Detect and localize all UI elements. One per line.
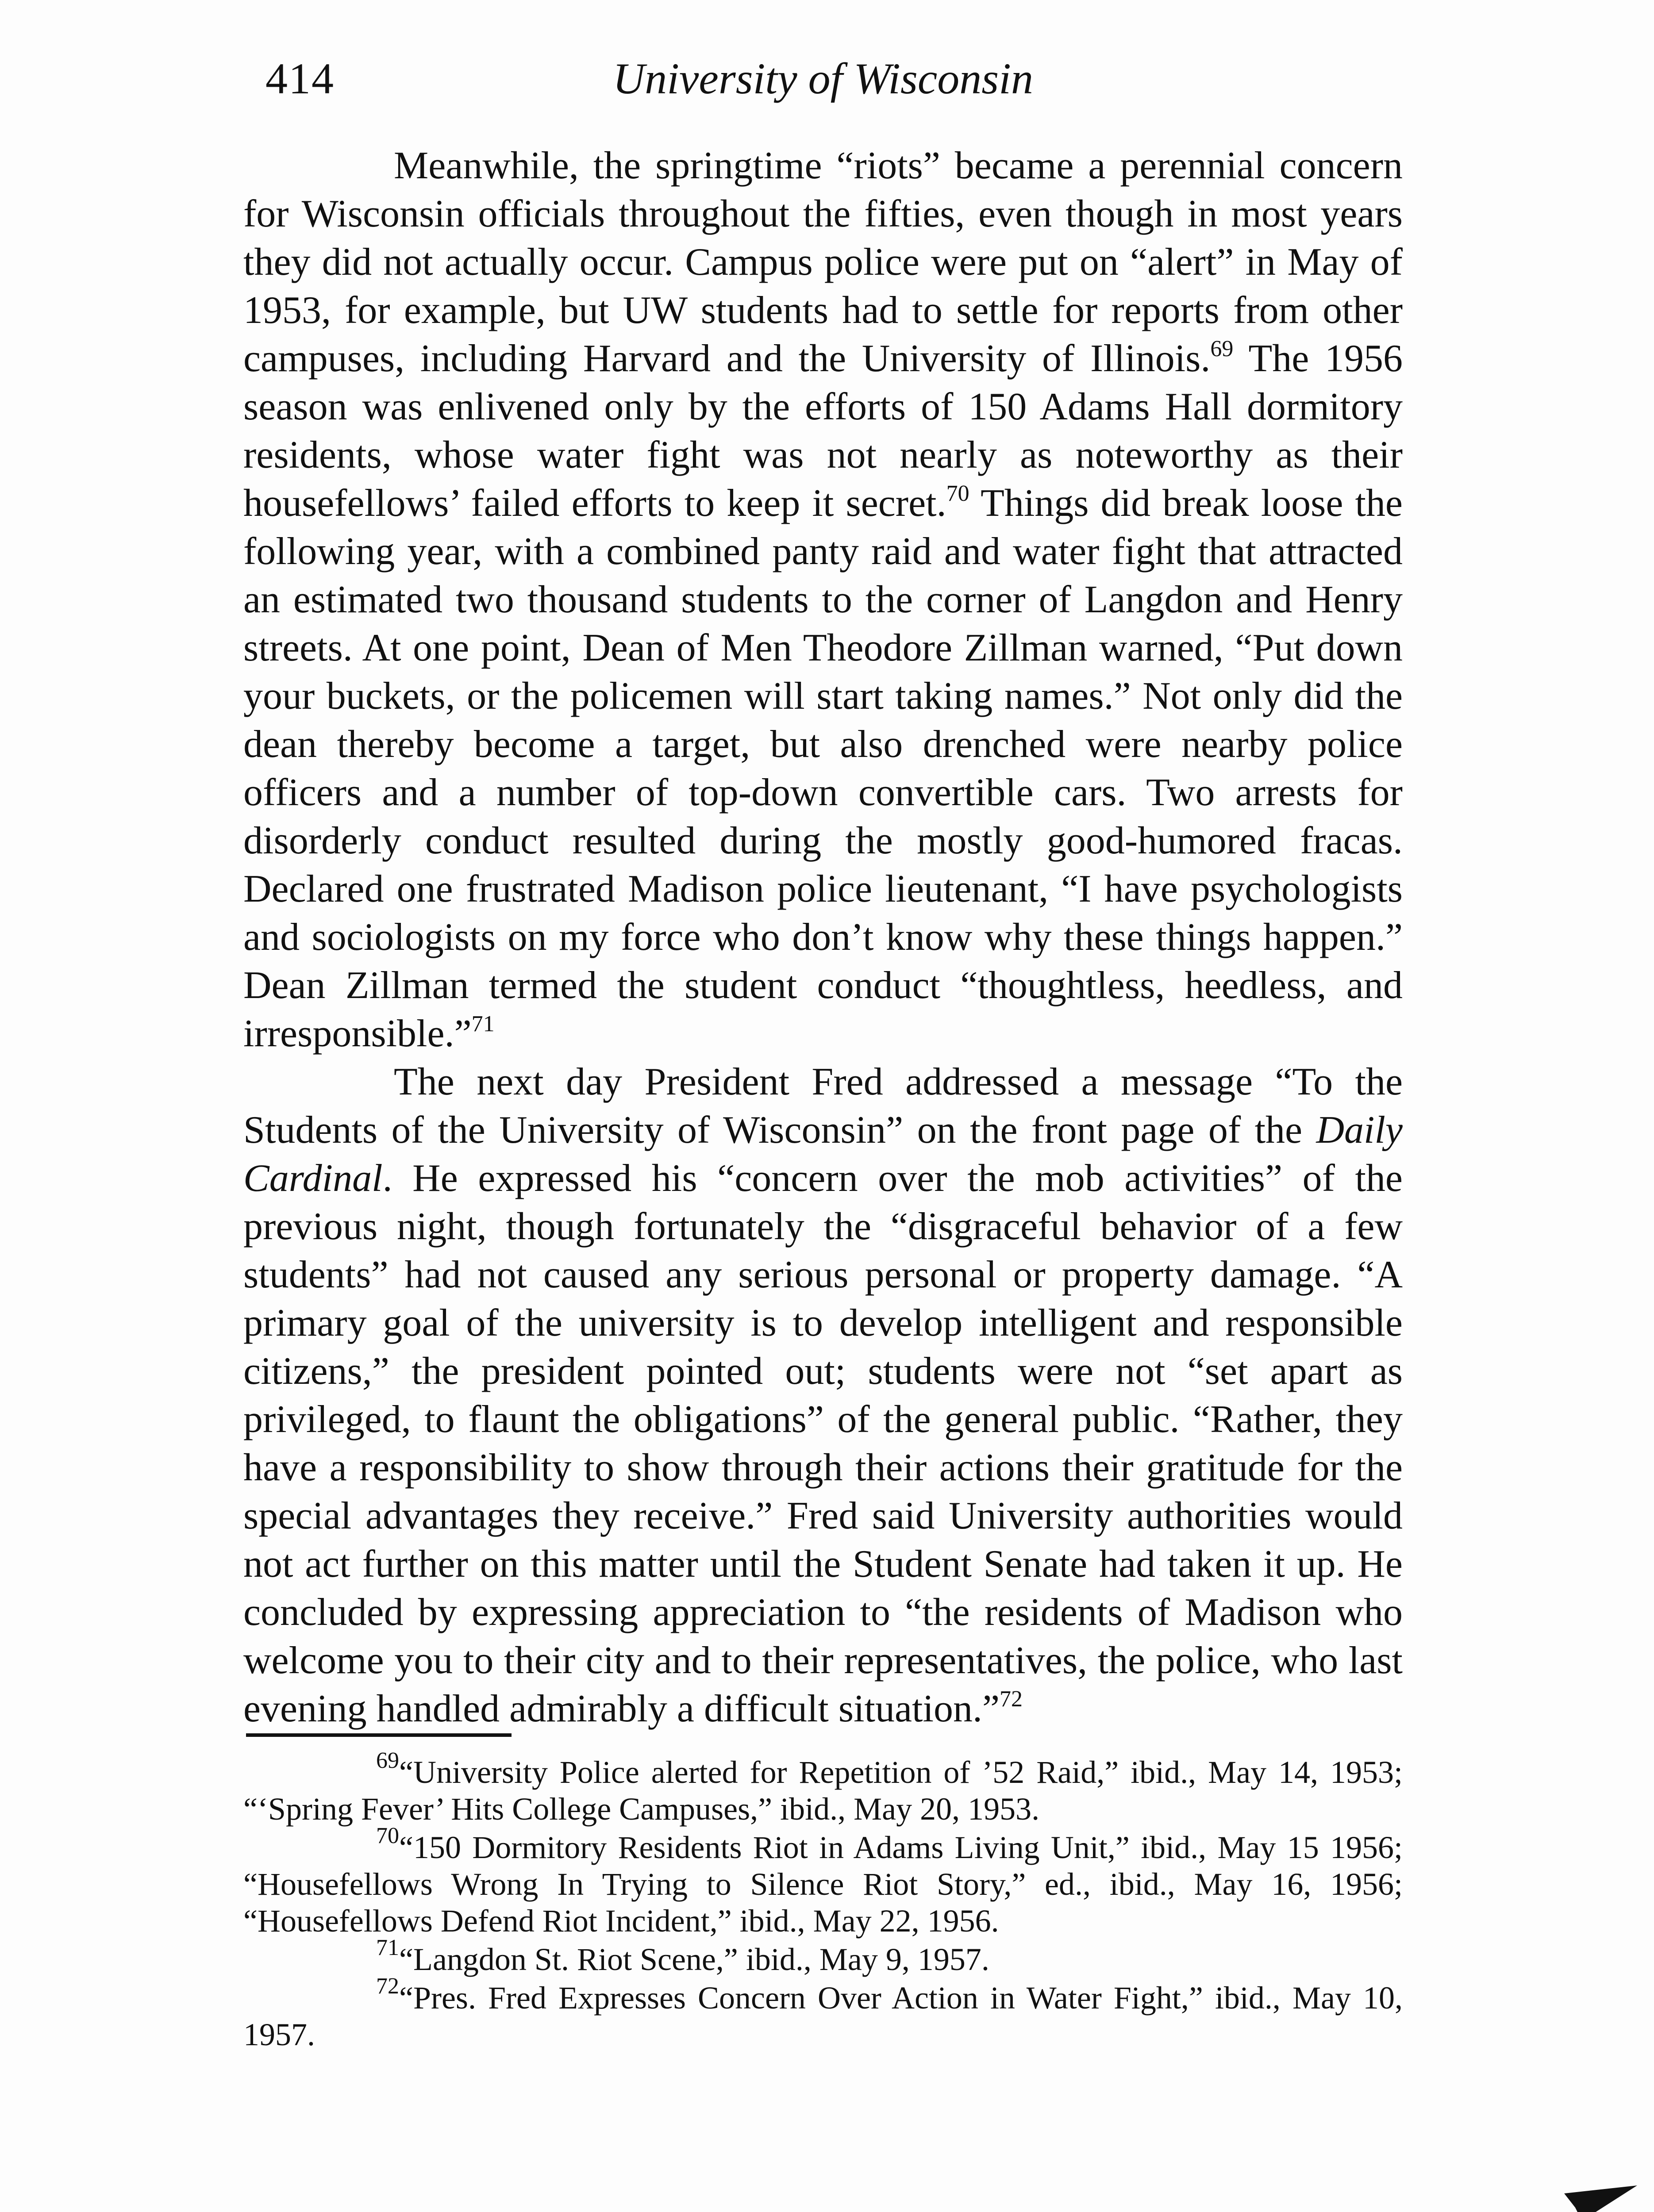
footnote-separator: [246, 1733, 512, 1737]
footnote-number: 71: [376, 1935, 399, 1960]
footnote-text: “Pres. Fred Expresses Concern Over Action in Water Fight,” ibid., May 10, 1957.: [243, 1980, 1403, 2052]
running-title: University of Wisconsin: [613, 54, 1033, 103]
footnote-69: [243, 1748, 1403, 1828]
footnote-ref-71: 71: [471, 1011, 495, 1037]
paragraph-1: [243, 142, 1403, 1058]
footnote-71: [243, 1935, 1403, 1978]
paragraph-1-text-2: The 1956 season was enlivened only by the efforts of 150 Adams Hall dormitory residents, whose water fight was not nearly as noteworthy as their housefellows’ failed efforts to keep it secret.: [243, 337, 1403, 525]
page-header: [243, 53, 1403, 111]
paragraph-1-text-3: Things did break loose the following year, with a combined panty raid and water fight that attracted an estimated two thousand students to the corner of Langdon and Henry streets. At one point, Dean of Men Theodore Zillman warned, “Put down your buckets, or the policemen will start taking names.” Not only did the dean thereby become a target, but also drenched were nearby police officers and a number of top-down convertible cars. Two arrests for disorderly conduct resulted during the mostly good-humored fracas. Declared one frustrated Madison police lieutenant, “I have psychologists and sociologists on my force who don’t know why these things happen.” Dean Zillman termed the student conduct “thoughtless, heedless, and irresponsible.”: [243, 482, 1403, 1055]
footnote-ref-72: 72: [1000, 1686, 1023, 1712]
paragraph-2: [243, 1058, 1403, 1733]
page-turn-arrow-icon: [1564, 2185, 1637, 2212]
footnote-text: “University Police alerted for Repetition of ’52 Raid,” ibid., May 14, 1953; “‘Spring Fever’ Hits College Campuses,” ibid., May 20, 1953.: [243, 1755, 1403, 1827]
body-text: [243, 142, 1403, 1733]
footnote-text: “Langdon St. Riot Scene,” ibid., May 9, 1957.: [399, 1942, 989, 1977]
footnote-number: 72: [376, 1974, 399, 1999]
paragraph-2-text-2: . He expressed his “concern over the mob activities” of the previous night, though fortunately the “disgraceful behavior of a few students” had not caused any serious personal or property damage. “A primary goal of the university is to develop intelligent and responsible citizens,” the president pointed out; students were not “set apart as privileged, to flaunt the obligations” of the general public. “Rather, they have a responsibility to show through their actions their gratitude for the special advantages they receive.” Fred said University authorities would not act further on this matter until the Student Senate had taken it up. He concluded by expressing appreciation to “the residents of Madison who welcome you to their city and to their representatives, the police, who last evening handled admirably a difficult situation.”: [243, 1157, 1403, 1730]
paragraph-1-text-1: Meanwhile, the springtime “riots” became a perennial concern for Wisconsin officials throughout the fifties, even though in most years they did not actually occur. Campus police were put on “alert” in May of 1953, for example, but UW students had to settle for reports from other campuses, including Harvard and the University of Illinois.: [243, 144, 1403, 380]
paragraph-2-text-1: The next day President Fred addressed a message “To the Students of the University of Wisconsin” on the front page of the: [243, 1060, 1403, 1152]
footnote-ref-69: 69: [1210, 336, 1234, 361]
footnote-70: [243, 1823, 1403, 1939]
footnote-72: [243, 1974, 1403, 2053]
footnote-number: 70: [376, 1823, 399, 1848]
page-number: 414: [265, 54, 335, 103]
footnote-text: “150 Dormitory Residents Riot in Adams Living Unit,” ibid., May 15 1956; “Housefellows Wrong In Trying to Silence Riot Story,” ed., ibid., May 16, 1956; “Housefellows Defend Riot Incident,” ibid., May 22, 1956.: [243, 1830, 1403, 1939]
footnotes: [243, 1748, 1403, 2053]
footnote-ref-70: 70: [946, 481, 969, 506]
footnote-number: 69: [376, 1748, 399, 1773]
newspaper-title: Daily Cardinal: [243, 1109, 1403, 1200]
